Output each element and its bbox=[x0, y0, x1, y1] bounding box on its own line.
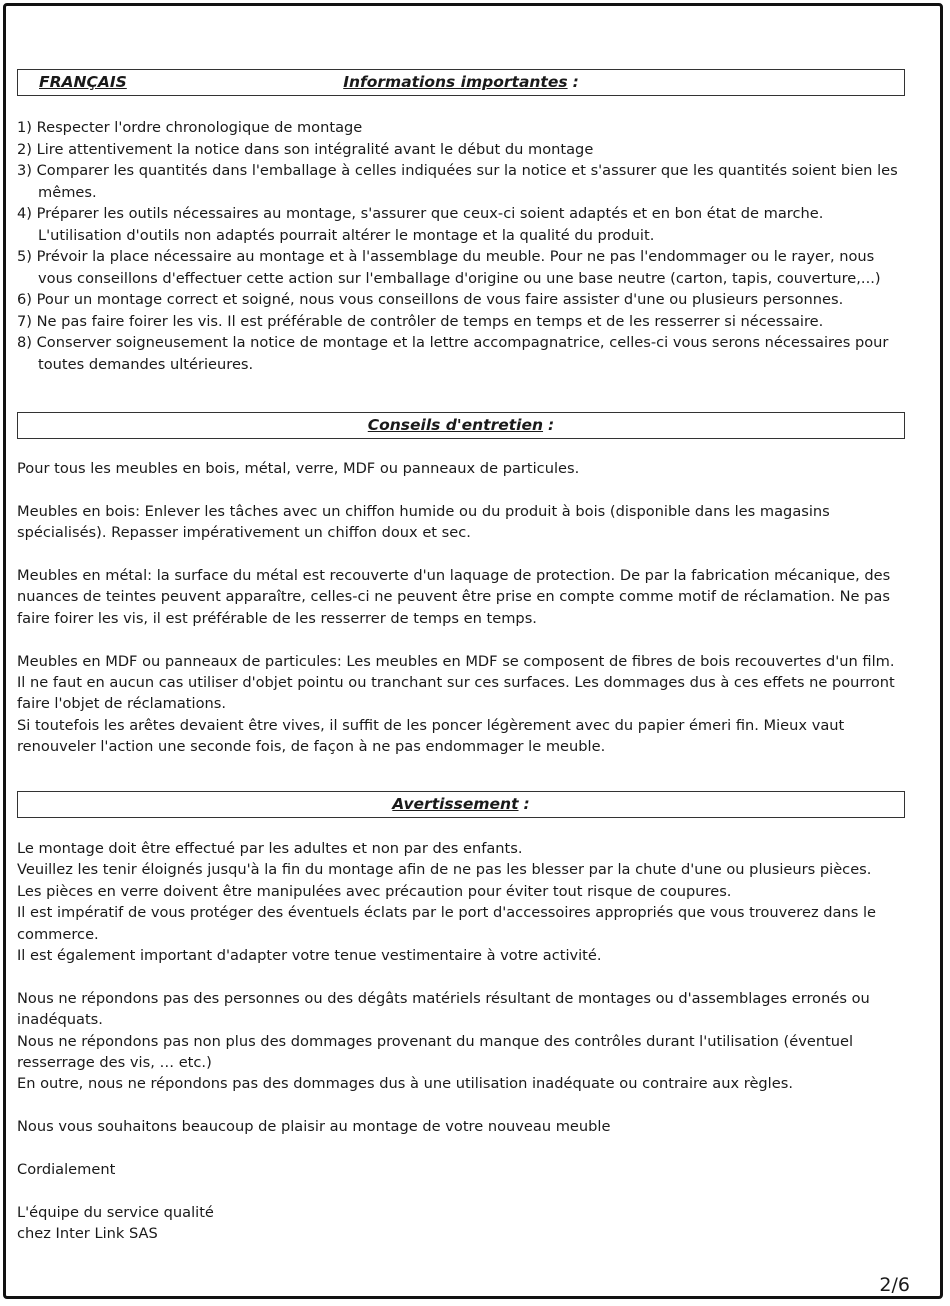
list-item: 2) Lire attentivement la notice dans son intégralité avant le début du montage bbox=[17, 140, 594, 158]
care-title: Conseils d'entretien : bbox=[367, 416, 555, 434]
care-mdf-edges: Si toutefois les arêtes devaient être vives, il suffit de les poncer légèrement avec du papier émeri fin. Mieux vaut renouveler l'action une seconde fois, de façon à ne pas endommager le meuble. bbox=[17, 716, 845, 756]
list-item: 7) Ne pas faire foirer les vis. Il est préférable de contrôler de temps en temps et de les resserrer si nécessaire. bbox=[17, 312, 824, 330]
list-item: 1) Respecter l'ordre chronologique de montage bbox=[17, 119, 363, 136]
info-list bbox=[17, 117, 907, 375]
page-number: 2/6 bbox=[879, 1274, 910, 1296]
info-header bbox=[17, 69, 905, 96]
closing-wish: Nous vous souhaitons beaucoup de plaisir au montage de votre nouveau meuble bbox=[17, 1118, 611, 1136]
language-label: FRANÇAIS bbox=[39, 73, 127, 91]
warning-line: Il est impératif de vous protéger des éventuels éclats par le port d'accessoires appropriés que vous trouverez dans le commerce. bbox=[17, 904, 876, 943]
care-intro: Pour tous les meubles en bois, métal, verre, MDF ou panneaux de particules. bbox=[17, 460, 580, 477]
liability-line: En outre, nous ne répondons pas des dommages dus à une utilisation inadéquate ou contraire aux règles. bbox=[17, 1075, 793, 1093]
warning-section bbox=[17, 838, 907, 1245]
warning-header bbox=[17, 791, 905, 818]
signature-company: chez Inter Link SAS bbox=[17, 1225, 158, 1243]
list-item: 5) Prévoir la place nécessaire au montage et à l'assemblage du meuble. Pour ne pas l'endommager ou le rayer, nous vous conseillons d'effectuer cette action sur l'emballage d'origine ou une base neutre (carton, tapis, couverture,...) bbox=[17, 248, 881, 287]
care-section bbox=[17, 458, 907, 758]
list-item: 4) Préparer les outils nécessaires au montage, s'assurer que ceux-ci soient adaptés et en bon état de marche. L'utilisation d'outils non adaptés pourrait altérer le montage et la qualité du produit. bbox=[17, 205, 824, 244]
warning-line: Le montage doit être effectué par les adultes et non par des enfants. bbox=[17, 840, 523, 857]
list-item: 8) Conserver soigneusement la notice de montage et la lettre accompagnatrice, celles-ci vous serons nécessaires pour toutes demandes ultérieures. bbox=[17, 334, 889, 373]
warning-line: Veuillez les tenir éloignés jusqu'à la fin du montage afin de ne pas les blesser par la chute d'une ou plusieurs pièces. bbox=[17, 861, 872, 879]
closing-regards: Cordialement bbox=[17, 1161, 116, 1179]
list-item: 6) Pour un montage correct et soigné, nous vous conseillons de vous faire assister d'une ou plusieurs personnes. bbox=[17, 291, 844, 308]
care-header bbox=[17, 412, 905, 439]
care-mdf: Meubles en MDF ou panneaux de particules: Les meubles en MDF se composent de fibres de bois recouvertes d'un film. Il ne faut en aucun cas utiliser d'objet pointu ou tranchant sur ces surfaces. Les dommages dus à ces effets ne pourront faire l'objet de réclamations. bbox=[17, 652, 895, 713]
warning-line: Il est également important d'adapter votre tenue vestimentaire à votre activité. bbox=[17, 947, 602, 965]
care-wood: Meubles en bois: Enlever les tâches avec un chiffon humide ou du produit à bois (disponible dans les magasins spécialisés). Repasser impérativement un chiffon doux et sec. bbox=[17, 502, 830, 542]
care-metal: Meubles en métal: la surface du métal est recouverte d'un laquage de protection. De par la fabrication mécanique, des nuances de teintes peuvent apparaître, celles-ci ne peuvent être prise en compte comme motif de réclamation. Ne pas faire foirer les vis, il est préférable de les resserrer de temps en temps. bbox=[17, 567, 891, 627]
signature-team: L'équipe du service qualité bbox=[17, 1203, 214, 1221]
list-item: 3) Comparer les quantités dans l'emballage à celles indiquées sur la notice et s'assurer que les quantités soient bien les mêmes. bbox=[17, 162, 898, 201]
info-title: Informations importantes : bbox=[343, 73, 579, 91]
warning-line: Les pièces en verre doivent être manipulées avec précaution pour éviter tout risque de coupures. bbox=[17, 882, 732, 900]
liability-line: Nous ne répondons pas des personnes ou des dégâts matériels résultant de montages ou d'assemblages erronés ou inadéquats. bbox=[17, 989, 870, 1029]
liability-line: Nous ne répondons pas non plus des dommages provenant du manque des contrôles durant l'utilisation (éventuel resserrage des vis, … etc.) bbox=[17, 1032, 854, 1072]
warning-title: Avertissement : bbox=[392, 795, 530, 813]
